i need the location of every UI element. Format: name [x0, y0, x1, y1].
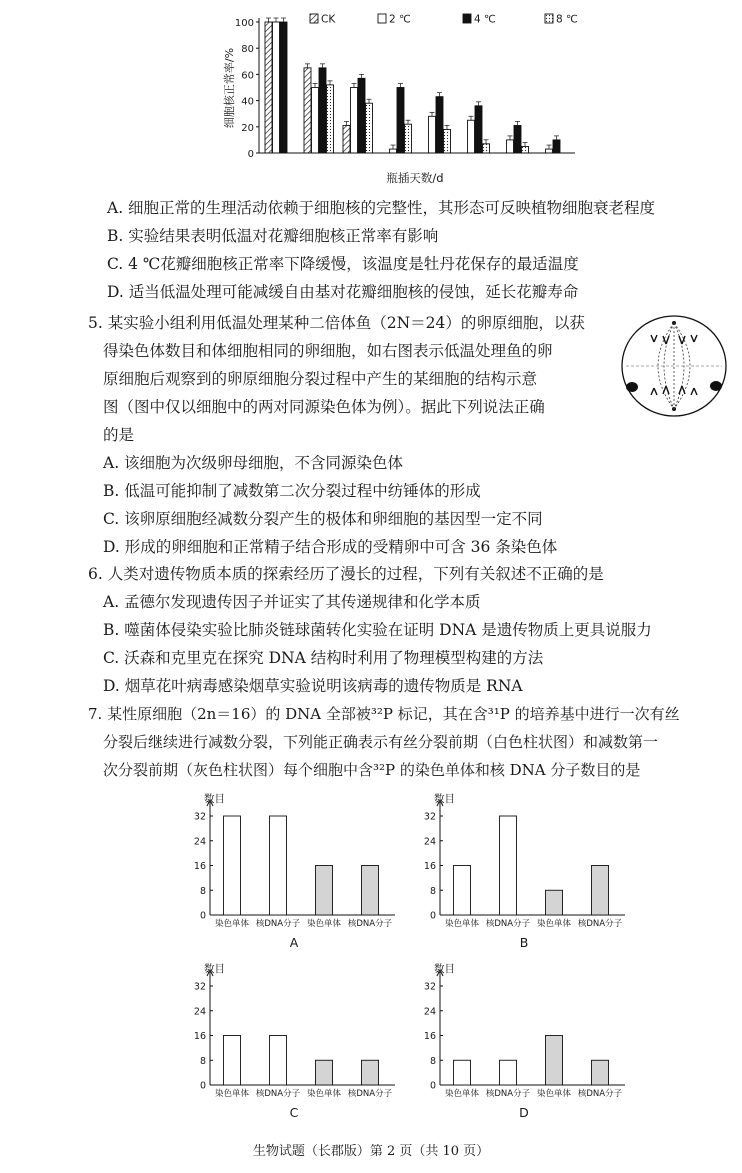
q7-chart-bar — [224, 816, 241, 915]
q5-option-b: B. 低温可能抑制了减数第二次分裂过程中纺锤体的形成 — [103, 482, 481, 500]
q7-chart-category-label: 核DNA分子 — [577, 1089, 623, 1099]
top-chart-ytick-label: 20 — [241, 122, 254, 134]
q7-chart-category-label: 染色单体 — [214, 919, 250, 929]
top-chart-bar — [507, 140, 514, 153]
q7-chart-bar — [454, 866, 471, 916]
q7-chart-ytick-label: 16 — [423, 861, 436, 872]
q7-chart-ytick-label: 32 — [423, 811, 436, 823]
top-chart-bar — [358, 78, 365, 153]
top-chart-bar — [444, 129, 451, 153]
top-chart-bar — [273, 22, 280, 153]
q7-chart-ylabel: 数目 — [434, 963, 455, 975]
q7-chart-ytick-label: 32 — [193, 811, 206, 823]
q7-chart-category-label: 核DNA分子 — [577, 919, 623, 929]
top-chart-bar — [351, 88, 358, 154]
top-chart-bar — [483, 144, 490, 153]
q7-chart-ytick-label: 24 — [193, 836, 206, 848]
page-footer: 生物试题（长郡版）第 2 页（共 10 页） — [252, 1144, 490, 1159]
q5-stem-line: 5. 某实验小组利用低温处理某种二倍体鱼（2N＝24）的卵原细胞，以获 — [88, 314, 585, 332]
q4-option-a: A. 细胞正常的生理活动依赖于细胞核的完整性，其形态可反映植物细胞衰老程度 — [107, 199, 656, 217]
q7-chart-category-label: 染色单体 — [536, 1089, 572, 1099]
q7-chart-category-label: 核DNA分子 — [485, 1089, 531, 1099]
q7-chart-category-label: 核DNA分子 — [347, 919, 393, 929]
top-chart-bar — [522, 146, 529, 153]
q7-chart-bar — [316, 866, 333, 916]
q7-chart-ytick-label: 8 — [199, 885, 206, 897]
top-chart-xlabel: 瓶插天数/d — [386, 171, 444, 185]
top-chart-bar — [475, 106, 482, 153]
top-chart-ytick-label: 100 — [234, 18, 254, 29]
q7-chart-category-label: 染色单体 — [444, 919, 480, 929]
q7-stem-line: 次分裂前期（灰色柱状图）每个细胞中含³²P 的染色单体和核 DNA 分子数目的是 — [103, 761, 641, 779]
top-chart-legend-swatch — [545, 14, 553, 23]
q7-chart-option-letter: C — [289, 1105, 299, 1120]
q6-option-a: A. 孟德尔发现遗传因子并证实了其传递规律和化学本质 — [103, 593, 481, 611]
q7-chart-ytick-label: 16 — [193, 1031, 206, 1042]
q7-chart-ylabel: 数目 — [434, 793, 455, 805]
q7-chart-ytick-label: 32 — [423, 981, 436, 993]
top-chart-bar — [429, 116, 436, 153]
q6-option-c: C. 沃森和克里克在探究 DNA 结构时利用了物理模型构建的方法 — [103, 649, 544, 667]
q5-stem-line: 原细胞后观察到的卵原细胞分裂过程中产生的某细胞的结构示意 — [103, 370, 538, 388]
q7-chart-c[interactable] — [170, 960, 420, 1130]
top-chart-ytick-label: 80 — [241, 44, 254, 56]
q7-chart-category-label: 核DNA分子 — [255, 919, 301, 929]
q7-chart-ytick-label: 8 — [199, 1055, 206, 1067]
top-chart-bar — [343, 125, 350, 153]
q7-chart-bar — [592, 1060, 609, 1085]
top-chart-bar — [312, 88, 319, 154]
top-chart-legend-swatch — [463, 14, 471, 23]
top-chart-bar — [397, 88, 404, 154]
q7-chart-ytick-label: 0 — [199, 1080, 206, 1092]
q7-chart-bar — [316, 1060, 333, 1085]
top-chart-legend-label: 4 ℃ — [474, 13, 496, 26]
q7-chart-category-label: 核DNA分子 — [347, 1089, 393, 1099]
top-chart-bar — [514, 125, 521, 153]
q7-chart-category-label: 核DNA分子 — [255, 1089, 301, 1099]
q6-option-b: B. 噬菌体侵染实验比肺炎链球菌转化实验在证明 DNA 是遗传物质上更具说服力 — [103, 621, 652, 639]
q7-chart-ytick-label: 16 — [423, 1031, 436, 1042]
q6-stem: 6. 人类对遗传物质本质的探索经历了漫长的过程，下列有关叙述不正确的是 — [88, 565, 604, 583]
q7-chart-option-letter: D — [519, 1105, 529, 1120]
q5-option-d: D. 形成的卵细胞和正常精子结合形成的受精卵中可含 36 条染色体 — [103, 538, 558, 556]
top-chart-bar — [304, 68, 311, 153]
top-chart-legend-label: 8 ℃ — [556, 13, 578, 26]
q7-chart-bar — [500, 816, 517, 915]
q7-chart-bar — [454, 1060, 471, 1085]
polar-body-right — [710, 381, 722, 391]
top-chart-legend-swatch — [310, 14, 318, 23]
q5-stem-line: 图（图中仅以细胞中的两对同源染色体为例）。据此下列说法正确 — [103, 398, 545, 416]
q7-stem-line: 分裂后继续进行减数分裂，下列能正确表示有丝分裂前期（白色柱状图）和减数第一 — [103, 733, 659, 751]
q7-chart-category-label: 染色单体 — [306, 1089, 342, 1099]
q7-chart-bar — [270, 816, 287, 915]
q5-option-c: C. 该卵原细胞经减数分裂产生的极体和卵细胞的基因型一定不同 — [103, 510, 543, 528]
q7-chart-ytick-label: 24 — [423, 836, 436, 848]
q6-option-d: D. 烟草花叶病毒感染烟草实验说明该病毒的遗传物质是 RNA — [103, 677, 523, 695]
q7-chart-bar — [270, 1036, 287, 1086]
top-chart-legend-label: CK — [321, 13, 336, 26]
q7-chart-option-letter: B — [519, 935, 529, 950]
q4-option-d: D. 适当低温处理可能减缓自由基对花瓣细胞核的侵蚀，延长花瓣寿命 — [107, 283, 579, 301]
q4-option-c: C. 4 ℃花瓣细胞核正常率下降缓慢，该温度是牡丹花保存的最适温度 — [107, 255, 579, 273]
q4-option-b: B. 实验结果表明低温对花瓣细胞核正常率有影响 — [107, 227, 439, 245]
q7-chart-ytick-label: 8 — [429, 885, 436, 897]
cell-division-diagram — [618, 312, 730, 420]
top-chart-bar — [390, 149, 397, 153]
q7-chart-ytick-label: 0 — [429, 910, 436, 922]
q7-chart-bar — [592, 866, 609, 916]
q7-chart-category-label: 染色单体 — [306, 919, 342, 929]
top-chart-bar — [280, 22, 287, 153]
q7-chart-bar — [362, 1060, 379, 1085]
q7-chart-ylabel: 数目 — [204, 963, 225, 975]
top-chart-bar — [327, 85, 334, 153]
q7-chart-bar — [546, 1036, 563, 1086]
top-chart-ytick-label: 0 — [247, 149, 254, 160]
top-chart-ytick-label: 40 — [241, 96, 254, 108]
q7-chart-bar — [500, 1060, 517, 1085]
top-bar-chart — [215, 8, 605, 186]
q7-chart-bar — [362, 866, 379, 916]
top-chart-bar — [468, 120, 475, 153]
q5-option-a: A. 该细胞为次级卵母细胞，不含同源染色体 — [103, 454, 404, 472]
q7-chart-ytick-label: 8 — [429, 1055, 436, 1067]
top-chart-ytick-label: 60 — [241, 70, 254, 82]
q7-chart-category-label: 染色单体 — [444, 1089, 480, 1099]
q7-chart-category-label: 染色单体 — [536, 919, 572, 929]
q5-stem-line: 得染色体数目和体细胞相同的卵细胞，如右图表示低温处理鱼的卵 — [103, 342, 553, 360]
q7-chart-ytick-label: 0 — [199, 910, 206, 922]
q7-chart-a[interactable] — [170, 790, 420, 960]
top-chart-ylabel: 细胞核正常率/% — [223, 47, 236, 129]
top-chart-bar — [265, 22, 272, 153]
q7-chart-bar — [546, 890, 563, 915]
q7-chart-bar — [224, 1036, 241, 1086]
top-chart-bar — [366, 103, 373, 153]
q7-chart-ytick-label: 24 — [193, 1006, 206, 1018]
top-chart-bar — [546, 149, 553, 153]
polar-body-left — [626, 382, 638, 392]
q7-chart-option-letter: A — [289, 935, 299, 950]
q5-stem-line: 的是 — [103, 426, 135, 444]
q7-chart-category-label: 核DNA分子 — [485, 919, 531, 929]
q7-stem-line: 7. 某性原细胞（2n＝16）的 DNA 全部被³²P 标记，其在含³¹P 的培养基中进行一次有丝 — [88, 705, 680, 723]
top-chart-bar — [405, 124, 412, 153]
top-chart-bar — [436, 97, 443, 153]
top-chart-legend-swatch — [378, 14, 386, 23]
q7-chart-ytick-label: 32 — [193, 981, 206, 993]
q7-chart-ylabel: 数目 — [204, 793, 225, 805]
q7-chart-b[interactable] — [400, 790, 650, 960]
top-chart-bar — [553, 140, 560, 153]
q7-chart-ytick-label: 0 — [429, 1080, 436, 1092]
q7-chart-category-label: 染色单体 — [214, 1089, 250, 1099]
top-chart-bar — [319, 68, 326, 153]
q7-chart-d[interactable] — [400, 960, 650, 1130]
q7-chart-ytick-label: 24 — [423, 1006, 436, 1018]
top-chart-legend-label: 2 ℃ — [389, 13, 411, 26]
q7-chart-ytick-label: 16 — [193, 861, 206, 872]
